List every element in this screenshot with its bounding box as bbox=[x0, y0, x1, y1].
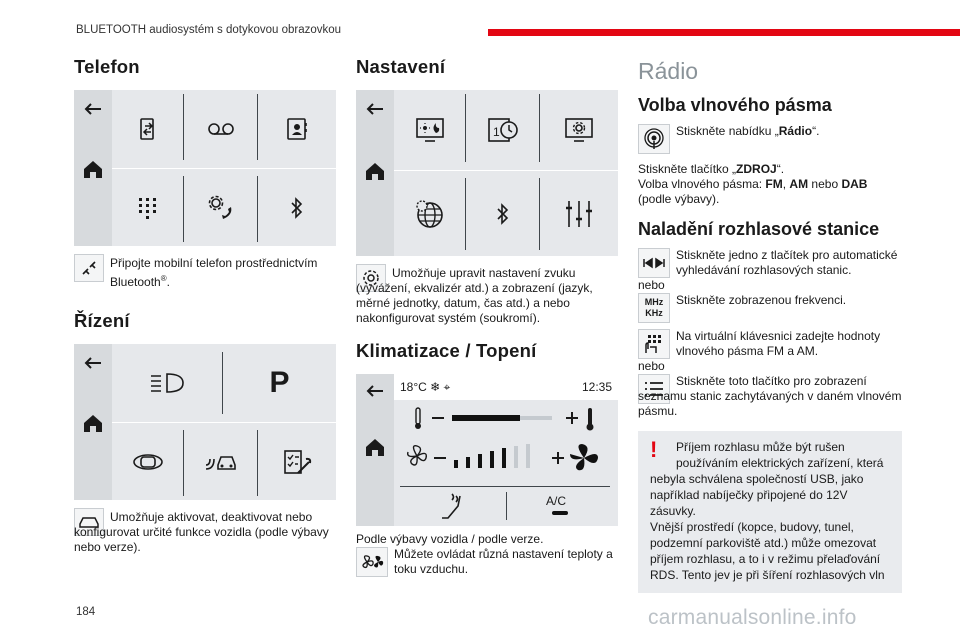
cell-clock-calendar[interactable] bbox=[466, 90, 539, 170]
note-icon-box bbox=[638, 329, 670, 359]
klimatizace-note bbox=[356, 547, 618, 577]
watermark: carmanualsonline.info bbox=[648, 606, 857, 629]
band-choice-text: Volba vlnového pásma: FM, AM nebo DAB bbox=[638, 177, 868, 191]
cell-checklist[interactable] bbox=[258, 423, 336, 500]
page-number: 184 bbox=[76, 606, 96, 618]
car-settings-icon bbox=[204, 451, 238, 473]
checklist-wrench-icon bbox=[282, 449, 312, 475]
contacts-icon bbox=[285, 117, 309, 141]
column-radio bbox=[638, 56, 902, 593]
cell-contacts[interactable] bbox=[258, 90, 336, 168]
dialpad-icon bbox=[137, 196, 159, 220]
nastaveni-note bbox=[356, 264, 618, 326]
car-top-view-icon bbox=[132, 452, 164, 472]
rizeni-note bbox=[74, 508, 336, 555]
note-icon-box bbox=[638, 248, 670, 278]
equalizer-icon bbox=[564, 199, 594, 229]
zdroj-text: Stiskněte tlačítko „ZDROJ“. bbox=[638, 162, 785, 176]
rizeni-note-text: Umožňuje aktivovat, deaktivovat nebo konfigurovat určité funkce vozidla (podle výbavy nebo verze). bbox=[74, 510, 329, 554]
temperature-row[interactable] bbox=[410, 404, 620, 444]
clock-calendar-icon bbox=[487, 116, 519, 144]
frequency-icon: MHz KHz bbox=[638, 293, 670, 323]
klimatizace-status-bar bbox=[394, 374, 618, 400]
telefon-note bbox=[74, 254, 336, 290]
back-arrow-icon[interactable] bbox=[82, 98, 104, 120]
or-label-2: nebo bbox=[638, 359, 665, 373]
warning-icon: ! bbox=[650, 437, 658, 462]
header-title: BLUETOOTH audiosystém s dotykovou obrazovkou bbox=[76, 24, 342, 36]
tune-step4: Stiskněte toto tlačítko pro zobrazení seznamu stanic zachytávaných v daném vlnovém pásmu. bbox=[638, 374, 902, 418]
cell-display-settings[interactable] bbox=[540, 90, 618, 170]
fan-row[interactable] bbox=[406, 440, 618, 480]
column-telefon-rizeni bbox=[74, 56, 336, 555]
cell-bluetooth[interactable] bbox=[466, 171, 539, 256]
band-step: Stiskněte nabídku „Rádio“. bbox=[638, 124, 902, 154]
parking-icon[interactable]: P bbox=[269, 366, 290, 399]
bluetooth-icon bbox=[290, 197, 304, 219]
home-icon[interactable] bbox=[82, 412, 104, 434]
note-icon-box bbox=[74, 254, 104, 282]
klimatizace-text1: Podle výbavy vozidla / podle verze. bbox=[356, 532, 544, 546]
seek-buttons-icon bbox=[642, 257, 666, 269]
note-icon-box bbox=[356, 547, 388, 577]
note-icon-box bbox=[638, 124, 670, 154]
rizeni-screen bbox=[74, 344, 336, 500]
cell-phone-transfer[interactable] bbox=[112, 90, 183, 168]
phone-settings-icon bbox=[207, 195, 235, 221]
klimatizace-time: 12:35 bbox=[581, 380, 612, 394]
section-title-radio: Rádio bbox=[638, 58, 699, 84]
tune-title: Naladění rozhlasové stanice bbox=[638, 219, 880, 239]
cell-phone-settings[interactable] bbox=[184, 169, 257, 246]
cell-headlights[interactable] bbox=[112, 344, 222, 422]
cell-day-night[interactable] bbox=[394, 90, 465, 170]
ac-indicator bbox=[552, 511, 568, 515]
back-arrow-icon[interactable] bbox=[82, 352, 104, 374]
section-title-klimatizace: Klimatizace / Topení bbox=[356, 340, 537, 361]
back-arrow-icon[interactable] bbox=[364, 98, 386, 120]
section-title-rizeni: Řízení bbox=[74, 310, 130, 331]
tune-step1: Stiskněte jedno z tlačítek pro automatické vyhledávání rozhlasových stanic. bbox=[638, 248, 902, 278]
tune-step2: MHz KHz Stiskněte zobrazenou frekvenci. bbox=[638, 293, 902, 323]
bluetooth-icon bbox=[496, 203, 510, 225]
band-title: Volba vlnového pásma bbox=[638, 95, 832, 115]
cell-voicemail[interactable] bbox=[184, 90, 257, 168]
day-night-display-icon bbox=[415, 117, 445, 143]
phone-transfer-icon bbox=[136, 117, 160, 141]
voicemail-icon bbox=[206, 121, 236, 137]
or-label-1: nebo bbox=[638, 278, 665, 292]
nastaveni-screen bbox=[356, 90, 618, 256]
klimatizace-screen bbox=[356, 374, 618, 526]
svg-text:1: 1 bbox=[492, 125, 500, 139]
ac-button[interactable]: A/C bbox=[546, 494, 567, 508]
warning-p2: Vnější prostředí (kopce, budovy, tunel, podzemní parkoviště atd.) může omezovat příjem rozhlasu, a to i v režimu přelaďování RDS. Tento jev je při šíření rozhlasových vln bbox=[650, 520, 885, 582]
phone-link-icon bbox=[80, 259, 98, 277]
telefon-screen bbox=[74, 90, 336, 246]
telefon-note-text: Připojte mobilní telefon prostřednictvím Bluetooth®. bbox=[110, 256, 318, 289]
back-arrow-icon[interactable] bbox=[364, 380, 386, 402]
home-icon[interactable] bbox=[364, 160, 386, 182]
home-icon[interactable] bbox=[82, 158, 104, 180]
cell-equalizer[interactable] bbox=[540, 171, 618, 256]
cell-dialpad[interactable] bbox=[112, 169, 183, 246]
cell-car-settings[interactable] bbox=[184, 423, 257, 500]
reception-warning bbox=[638, 431, 902, 593]
section-title-telefon: Telefon bbox=[74, 56, 140, 77]
section-title-nastaveni: Nastavení bbox=[356, 56, 446, 77]
tune-step3: Na virtuální klávesnici zadejte hodnoty vlnového pásma FM a AM. bbox=[638, 329, 902, 359]
nastaveni-note-text: Umožňuje upravit nastavení zvuku (vyvážení, ekvalizér atd.) a zobrazení (jazyk, měrné jednotky, datum, čas atd.) a nebo nakonfigurovat systém (soukromí). bbox=[356, 266, 593, 325]
header-accent-bar bbox=[488, 29, 960, 36]
fan-icon bbox=[360, 553, 384, 571]
headlight-icon bbox=[149, 371, 185, 395]
cell-globe-settings[interactable] bbox=[394, 171, 465, 256]
cell-bluetooth[interactable] bbox=[258, 169, 336, 246]
home-icon[interactable] bbox=[364, 436, 386, 458]
klimatizace-status-left: 18°C ❄ ⌖ bbox=[400, 380, 451, 394]
cell-car-top-view[interactable] bbox=[112, 423, 183, 500]
keyboard-touch-icon bbox=[642, 333, 666, 355]
klimatizace-text2: Můžete ovládat různá nastavení teploty a toku vzduchu. bbox=[394, 547, 613, 576]
band-choice-suffix: (podle výbavy). bbox=[638, 192, 720, 206]
radio-icon bbox=[643, 128, 665, 150]
globe-settings-icon bbox=[414, 199, 446, 229]
display-settings-icon bbox=[564, 117, 594, 143]
warning-p1: Příjem rozhlasu může být rušen používáním elektrických zařízení, která nebyla schválena společností USB, jako například nabíječky připojené do 12V zásuvky. bbox=[650, 440, 884, 518]
column-nastaveni-klimatizace bbox=[356, 56, 618, 577]
seat-airflow-icon[interactable] bbox=[438, 492, 464, 520]
